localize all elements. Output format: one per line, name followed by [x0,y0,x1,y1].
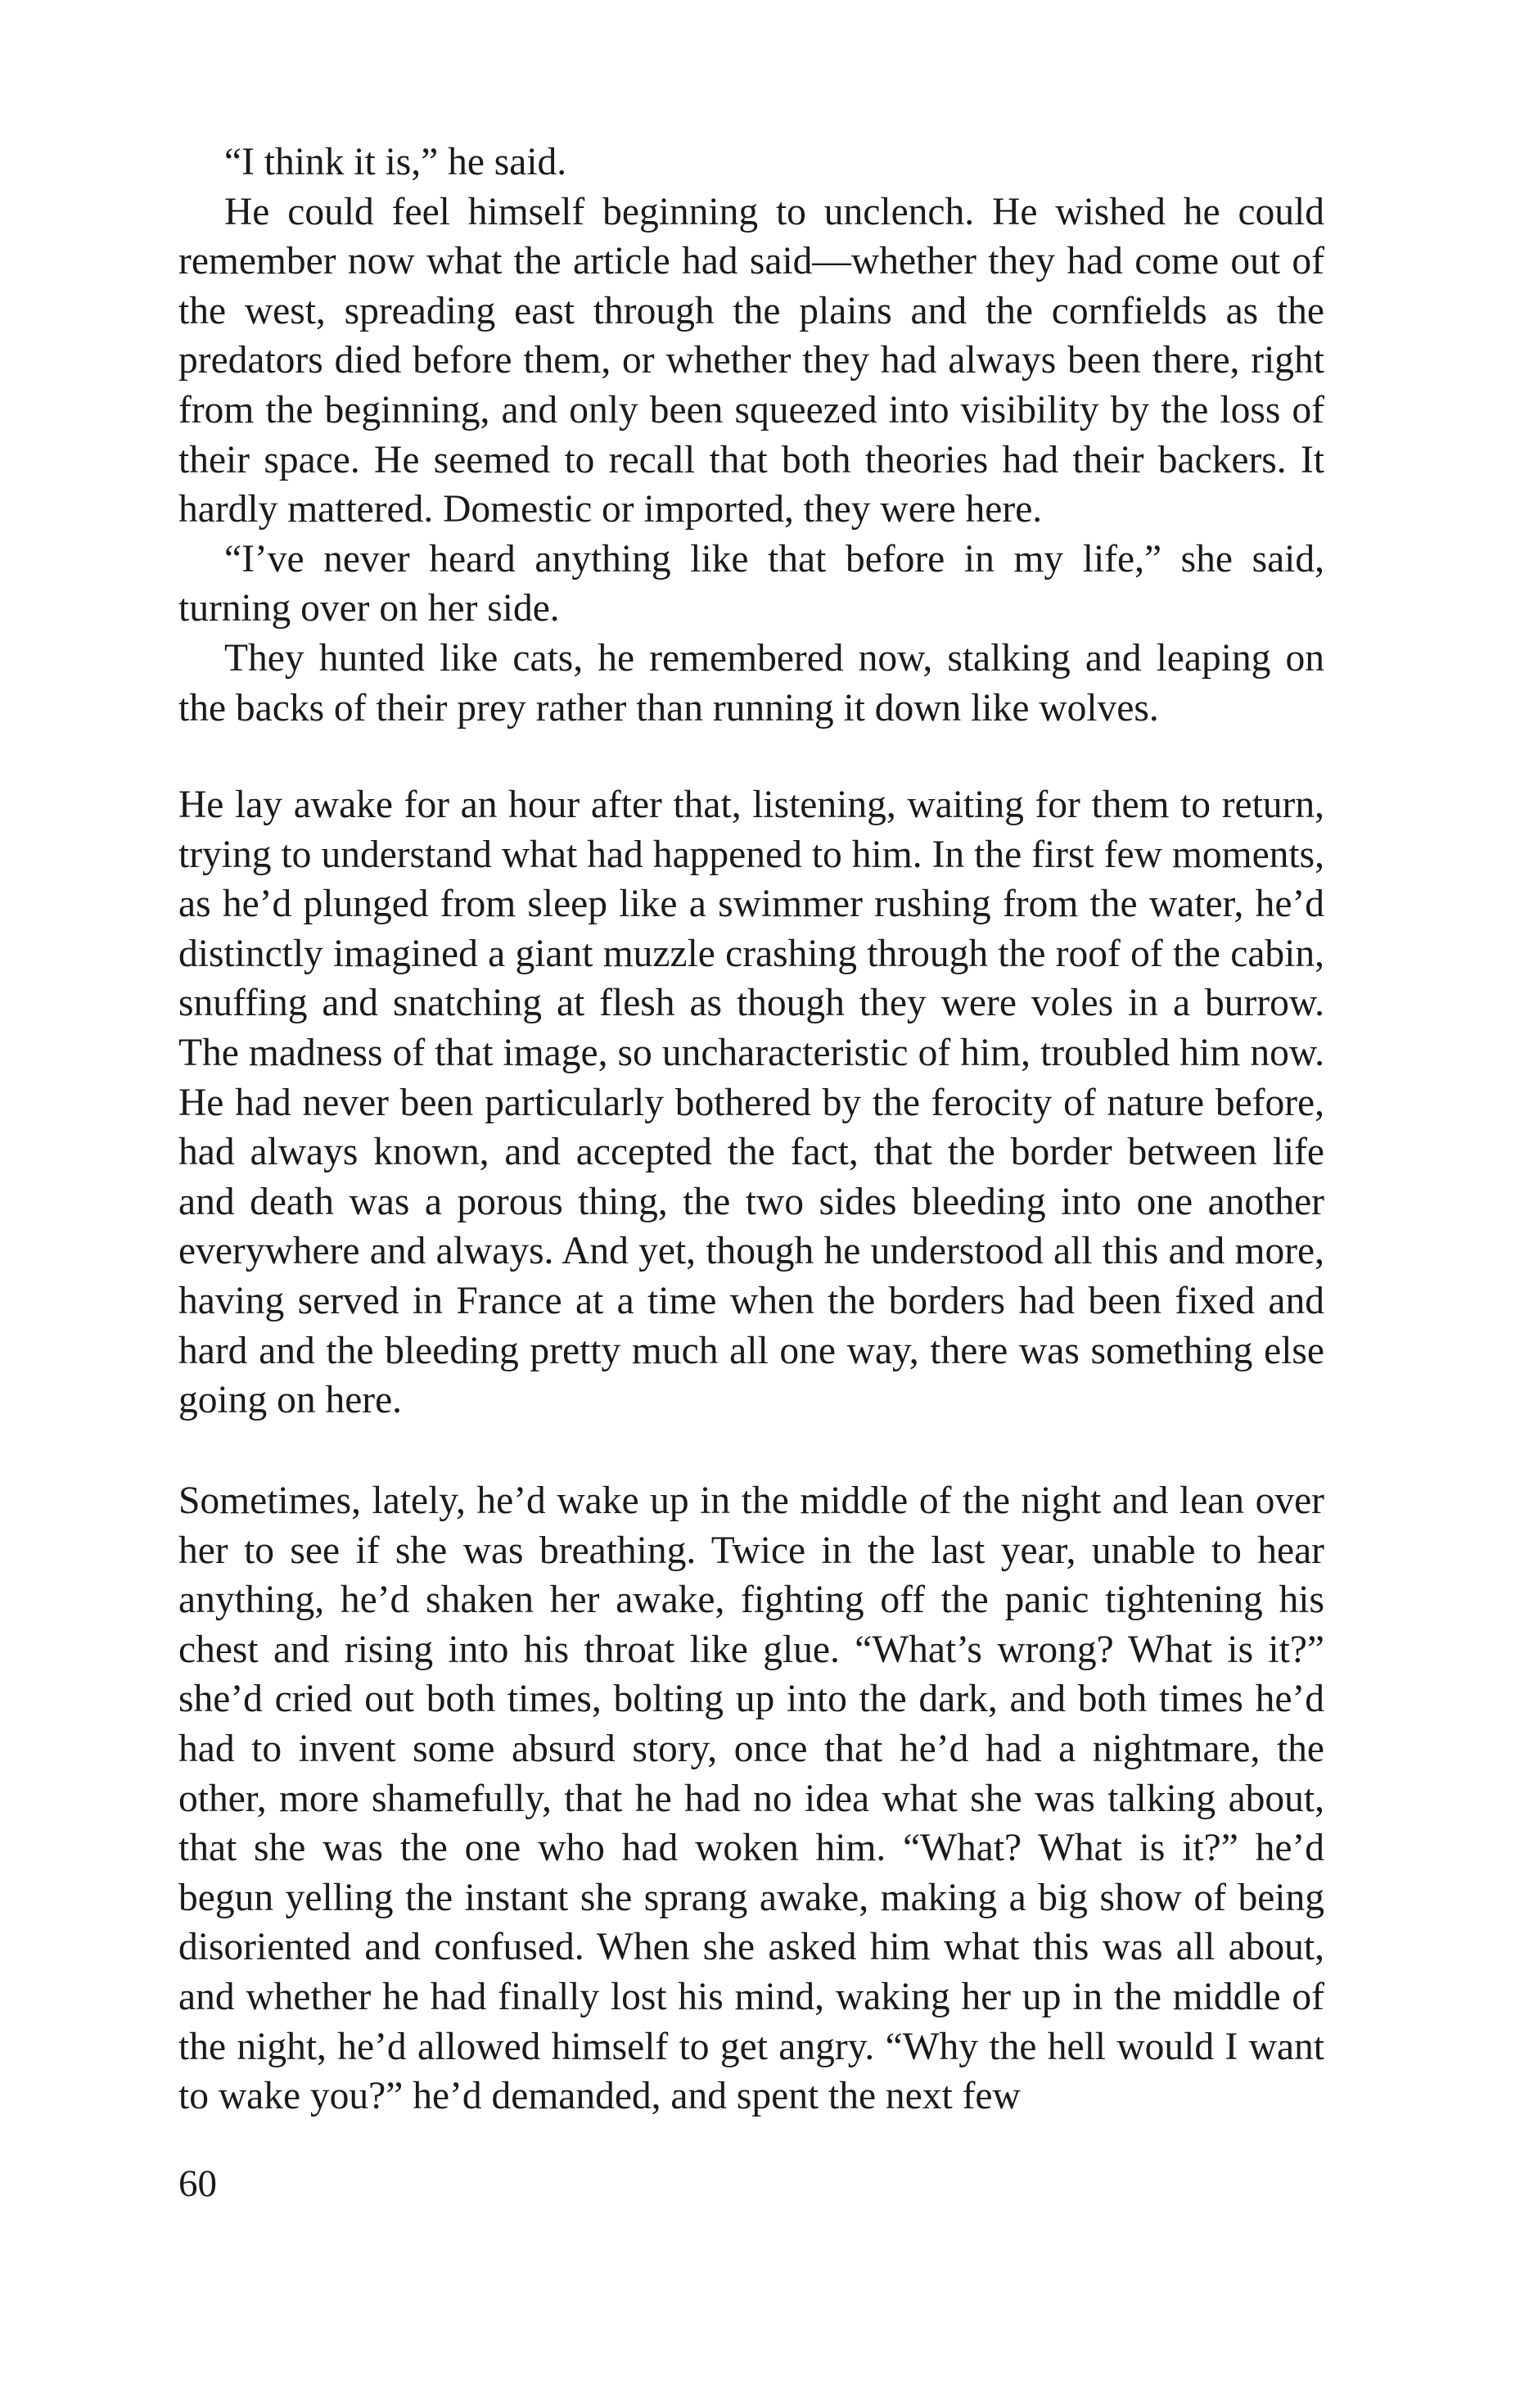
paragraph-dialogue-1: “I think it is,” he said. [224,141,567,183]
paragraph-article-recollection: He could feel himself beginning to unclench. He wished he could remember now what the article had said—whether they had come out of the west, spreading east through the plains and the cornfields as the predators died before them, or whether they had always been there, right from the beginning, and only been squeezed into visibility by the loss of their space. He seemed to recall that both theories had their backers. It hardly mattered. Domestic or imported, they were here. [178,190,1324,531]
paragraph-sometimes-lately: Sometimes, lately, he’d wake up in the middle of the night and lean over her to see if she was breathing. Twice in the last year, unable to hear anything, he’d shaken her awake, fighting off the panic tightening his chest and rising into his throat like glue. “What’s wrong? What is it?” she’d cried out both times, bolting up into the dark, and both times he’d had to invent some absurd story, once that he’d had a nightmare, the other, more shamefully, that he had no idea what she was talking about, that she was the one who had woken him. “What? What is it?” he’d begun yelling the instant she sprang awake, making a big show of being disoriented and confused. When she asked him what this was all about, and whether he had finally lost his mind, waking her up in the middle of the night, he’d allowed himself to get angry. “Why the hell would I want to wake you?” he’d demanded, and spent the next few [178,1480,1324,2118]
page-number: 60 [178,2162,217,2205]
section-1 [178,138,1324,733]
paragraph-dialogue-2: “I’ve never heard anything like that before in my life,” she said, turning over on her side. [178,537,1324,630]
paragraph-hunted-like-cats: They hunted like cats, he remembered now, stalking and leaping on the backs of their prey rather than running it down like wolves. [178,636,1324,730]
paragraph-lay-awake: He lay awake for an hour after that, listening, waiting for them to return, trying to understand what had happened to him. In the first few moments, as he’d plunged from sleep like a swimmer rushing from the water, he’d distinctly imagined a giant muzzle crashing through the roof of the cabin, snuffing and snatching at flesh as though they were voles in a burrow. The madness of that image, so uncharacteristic of him, troubled him now. He had never been particularly bothered by the ferocity of nature before, had always known, and accepted the fact, that the border between life and death was a porous thing, the two sides bleeding into one another everywhere and always. And yet, though he understood all this and more, having served in France at a time when the borders had been fixed and hard and the bleeding pretty much all one way, there was something else going on here. [178,784,1324,1422]
section-2 [178,780,1324,1425]
section-3 [178,1476,1324,2121]
